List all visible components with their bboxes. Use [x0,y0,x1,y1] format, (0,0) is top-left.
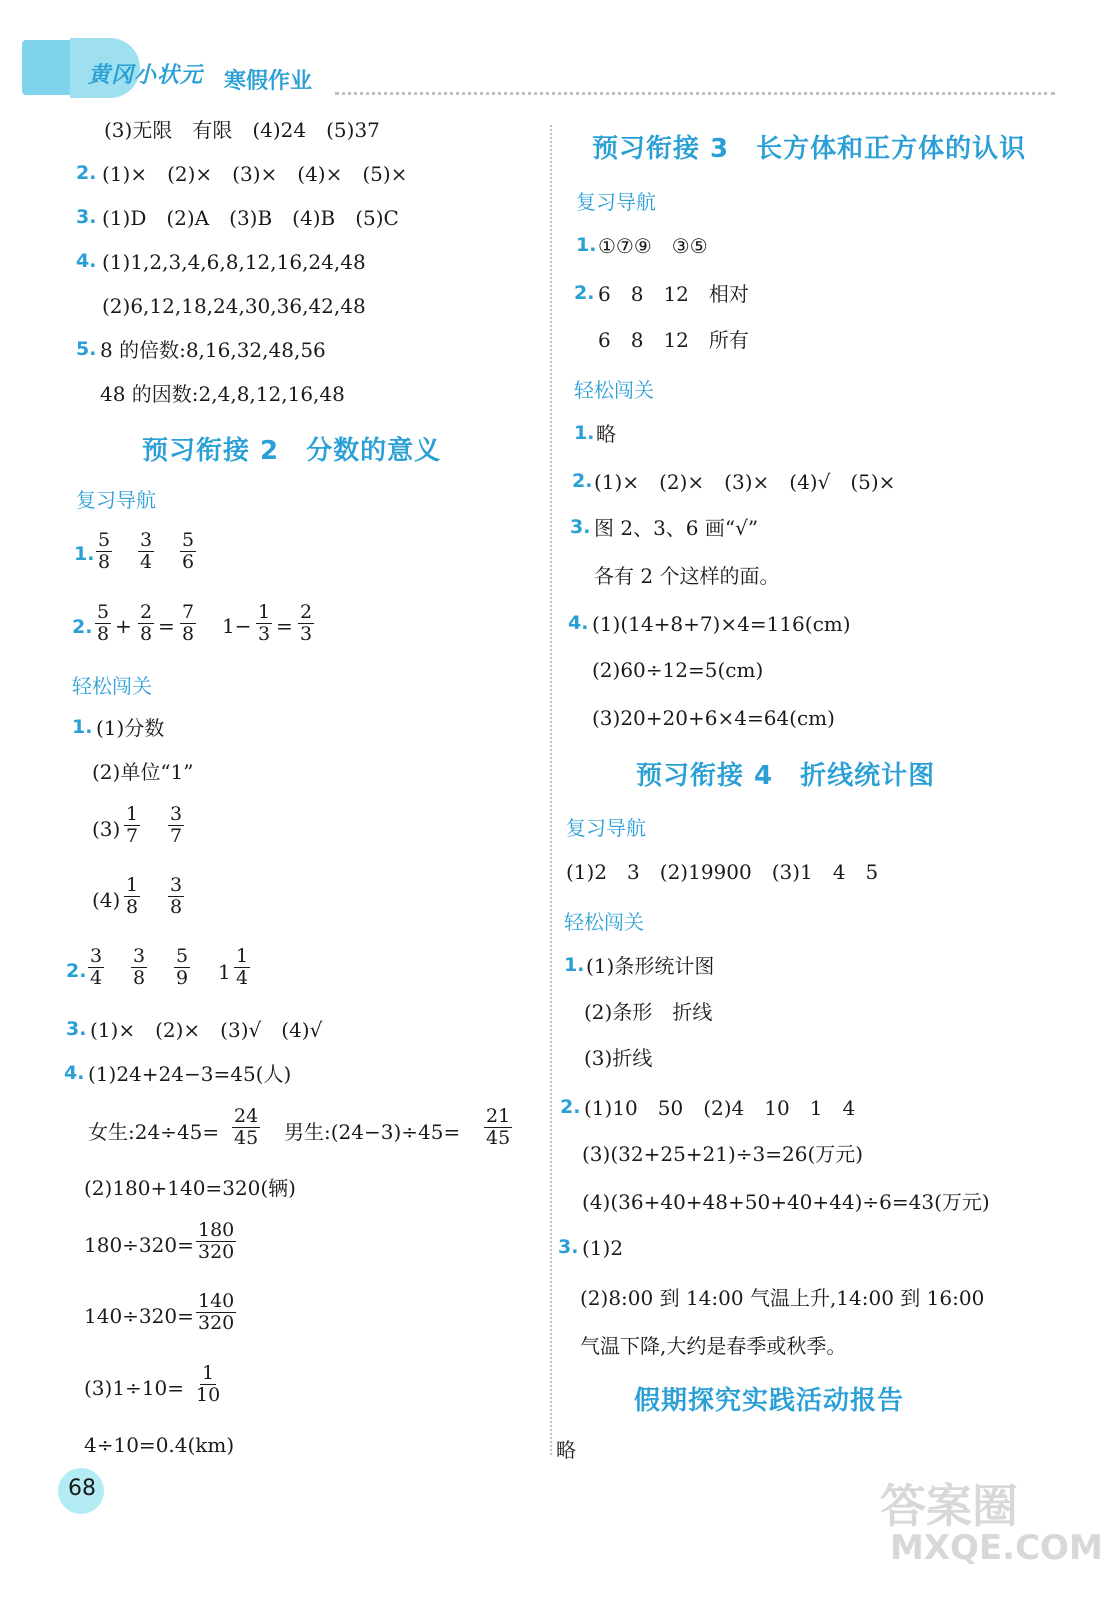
section-title: 预习衔接 4 折线统计图 [636,761,936,791]
watermark-url: MXQE.COM [890,1528,1103,1568]
answer-line: 180÷320= [84,1233,194,1257]
answer-line: 48 的因数:2,4,8,12,16,48 [100,382,345,406]
answer-line: (1)D (2)A (3)B (4)B (5)C [102,206,399,230]
question-number: 1. [74,543,95,565]
section-heading: 轻松闯关 [564,910,644,934]
answer-line: (2)8:00 到 14:00 气温上升,14:00 到 16:00 [580,1286,985,1310]
answer-line: ①⑦⑨ ③⑤ [598,234,708,258]
question-number: 2. [574,282,595,304]
answer-line: 略 [596,422,616,446]
fraction: $\frac{3}{7}$ [170,803,183,847]
fraction: $\frac{2}{3}$ [300,601,313,645]
watermark [880,1470,1103,1580]
answer-line: (3)1÷10= [84,1376,185,1400]
watermark-logo: 答案圈 [880,1479,1018,1533]
section-title: 预习衔接 3 长方体和正方体的认识 [592,134,1027,164]
answer-line: 各有 2 个这样的面。 [594,564,780,588]
operator: = [276,614,293,638]
fraction: $\frac{24}{45}$ [234,1105,259,1149]
answer-line: 6 8 12 相对 [598,282,749,306]
answer-line: (3)20+20+6×4=64(cm) [592,706,835,730]
fraction: $\frac{1}{7}$ [126,803,139,847]
answer-line: 8 的倍数:8,16,32,48,56 [100,338,326,362]
brand-logo: 黄冈小状元 [88,63,204,88]
section-title: 假期探究实践活动报告 [634,1386,905,1416]
answer-line: (1)分数 [96,716,165,740]
operator: + [115,614,132,638]
answer-line: (1)24+24−3=45(人) [88,1062,292,1086]
answer-line: (3) [92,817,121,841]
fraction: $\frac{140}{320}$ [198,1290,235,1334]
answer-line: (2)单位“1” [92,760,194,784]
question-number: 2. [76,162,97,184]
section-heading: 复习导航 [576,190,656,214]
answer-line: (3)折线 [584,1046,653,1070]
fraction: $\frac{1}{8}$ [126,874,139,918]
question-number: 1. [576,234,597,256]
answer-line: (1)× (2)× (3)√ (4)√ [90,1018,323,1042]
answer-line: (1)2 [582,1236,624,1260]
answer-line: (1)1,2,3,4,6,8,12,16,24,48 [102,250,366,274]
operator: 1− [222,614,252,638]
answer-line: 气温下降,大约是春季或秋季。 [580,1334,847,1358]
answer-line: 4÷10=0.4(km) [84,1433,235,1457]
answer-line: 图 2、3、6 画“√” [594,516,759,540]
question-number: 2. [560,1096,581,1118]
question-number: 4. [76,250,97,272]
page-number: 68 [68,1476,96,1501]
question-number: 1. [564,954,585,976]
fraction: $\frac{3}{4}$ [90,945,103,989]
answer-line: (2)条形 折线 [584,1000,713,1024]
section-heading: 复习导航 [76,488,156,512]
answer-line: (1)× (2)× (3)× (4)× (5)× [102,162,408,186]
answer-line: 女生:24÷45= [88,1120,220,1144]
answer-line: 6 8 12 所有 [598,328,749,352]
fraction: $\frac{5}{6}$ [182,529,195,573]
question-number: 5. [76,338,97,360]
fraction: $\frac{1}{3}$ [258,601,271,645]
answer-line: (1)(14+8+7)×4=116(cm) [592,612,851,636]
fraction: $\frac{5}{9}$ [176,945,189,989]
question-number: 3. [66,1018,87,1040]
fraction: $\frac{1}{10}$ [196,1362,221,1406]
answer-line: (1)条形统计图 [586,954,715,978]
header-dotted-rule [335,92,1055,95]
answer-line: 略 [556,1438,576,1462]
section-title: 预习衔接 2 分数的意义 [142,436,442,466]
fraction: $\frac{3}{4}$ [140,529,153,573]
answer-line: 140÷320= [84,1304,194,1328]
fraction: $\frac{1}{4}$ [236,945,249,989]
answer-line: (1)10 50 (2)4 10 1 4 [584,1096,856,1120]
answer-line: (2)60÷12=5(cm) [592,658,764,682]
answer-line: (2)6,12,18,24,30,36,42,48 [102,294,366,318]
answer-line: (4)(36+40+48+50+40+44)÷6=43(万元) [582,1190,990,1214]
answer-line: (3)(32+25+21)÷3=26(万元) [582,1142,864,1166]
question-number: 3. [558,1236,579,1258]
mixed-number-whole: 1 [218,960,231,984]
fraction: $\frac{3}{8}$ [170,874,183,918]
question-number: 1. [574,422,595,444]
operator: = [158,614,175,638]
answer-line: (1)2 3 (2)19900 (3)1 4 5 [566,860,879,884]
answer-line: (4) [92,888,121,912]
question-number: 2. [66,960,87,982]
fraction: $\frac{21}{45}$ [486,1105,511,1149]
section-heading: 轻松闯关 [72,674,152,698]
question-number: 1. [72,716,93,738]
section-heading: 轻松闯关 [574,378,654,402]
question-number: 2. [72,616,93,638]
header-subtitle: 寒假作业 [224,69,313,94]
question-number: 3. [570,516,591,538]
fraction: $\frac{3}{8}$ [133,945,146,989]
answer-line: 男生:(24−3)÷45= [284,1120,461,1144]
section-heading: 复习导航 [566,816,646,840]
question-number: 2. [572,470,593,492]
answer-line: (3)无限 有限 (4)24 (5)37 [104,118,380,142]
answer-line: (2)180+140=320(辆) [84,1176,296,1200]
column-divider [550,125,552,1455]
answer-line: (1)× (2)× (3)× (4)√ (5)× [594,470,896,494]
question-number: 4. [64,1062,85,1084]
fraction: $\frac{5}{8}$ [98,529,111,573]
fraction: $\frac{180}{320}$ [198,1219,235,1263]
fraction: $\frac{2}{8}$ [140,601,153,645]
fraction: $\frac{7}{8}$ [182,601,195,645]
question-number: 3. [76,206,97,228]
question-number: 4. [568,612,589,634]
fraction: $\frac{5}{8}$ [97,601,110,645]
